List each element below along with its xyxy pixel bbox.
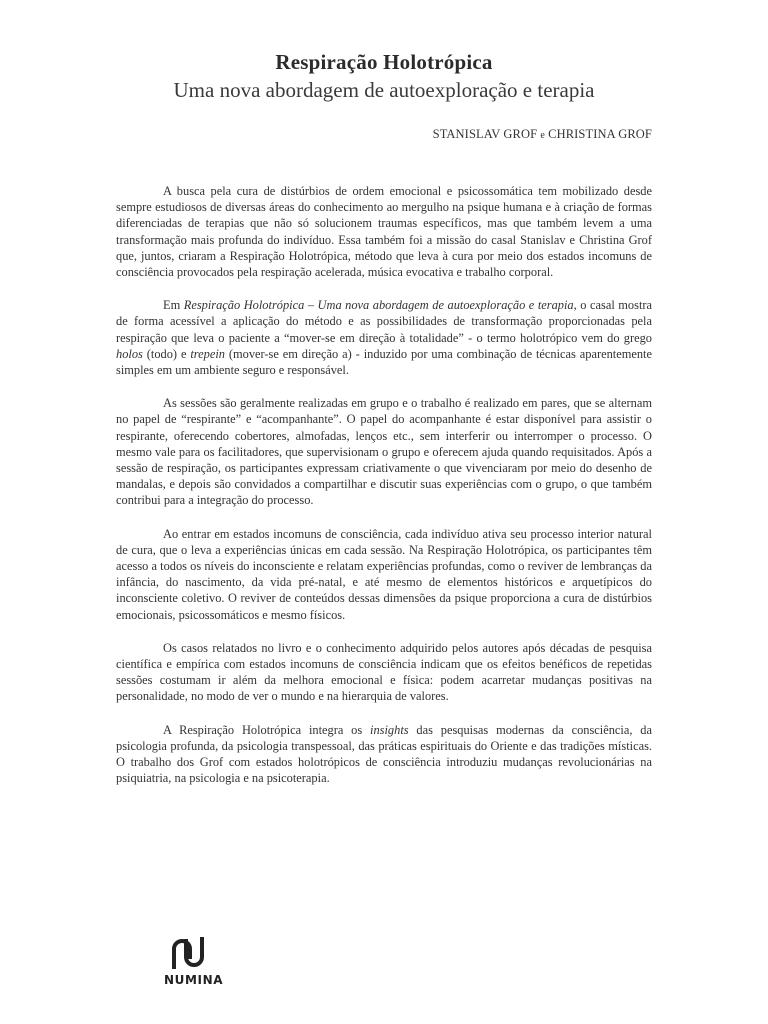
paragraph-2-part: (todo) e — [142, 346, 191, 361]
numina-logo-icon — [164, 935, 212, 971]
paragraph-6 — [116, 722, 652, 787]
paragraph-1: A busca pela cura de distúrbios de ordem emocional e psicossomática tem mobilizado desde sempre estudiosos de diversas áreas do conhecimento ao mergulho na psique humana e à criação de formas diferenciadas de terapias que não só solucionem traumas específicos, mas que também levem a uma transformação mais profunda do indivíduo. Essa também foi a missão do casal Stanislav e Christina Grof que, juntos, criaram a Respiração Holotrópica, método que leva à cura por meio dos estados incomuns de consciência provocados pela respiração acelerada, música evocativa e trabalho corporal. — [116, 184, 652, 280]
logo-text: NUMINA — [164, 973, 224, 987]
paragraph-6-part: das pesquisas modernas da consciência, da psicologia profunda, da psicologia transpessoal, das práticas espirituais do Oriente e das tradições místicas. O trabalho dos Grof com estados holotrópicos de consciência introduziu mudanças revolucionárias na psiquiatria, na psicologia e na psicoterapia. — [116, 722, 652, 786]
numina-logo — [164, 935, 224, 993]
author-stanislav: STANISLAV GROF — [432, 127, 538, 141]
term-trepein: trepein — [190, 346, 225, 361]
authors-line — [433, 127, 652, 142]
paragraph-4: Ao entrar em estados incomuns de consciência, cada indivíduo ativa seu processo interior natural de cura, que o leva a experiências únicas em cada sessão. Na Respiração Holotrópica, os participantes têm acesso a todos os níveis do inconsciente e relatam experiências profundas, como o reviver de lembranças da infância, do nascimento, da vida pré-natal, e até mesmo de elementos históricos e arquetípicos do inconsciente coletivo. O reviver de conteúdos dessas dimensões da psique proporciona a cura de distúrbios emocionais, psicossomáticos e mesmo físicos. — [116, 526, 652, 622]
document-title: Respiração Holotrópica — [275, 50, 493, 74]
paragraph-2-part: (mover-se em direção a) - induzido por uma combinação de técnicas aparentemente simples em um ambiente seguro e responsável. — [116, 346, 652, 378]
paragraph-2-part: , o casal mostra de forma acessível a aplicação do método e as possibilidades de transformação proporcionadas pela respiração que leva o paciente a “mover-se em direção à totalidade” - o termo holotrópico vem do grego — [116, 298, 653, 345]
author-conjunction: e — [540, 130, 545, 141]
paragraph-3: As sessões são geralmente realizadas em grupo e o trabalho é realizado em pares, que se alternam no papel de “respirante” e “acompanhante”. O papel do acompanhante é estar disponível para assistir o respirante, oferecendo cobertores, almofadas, lenços etc., sem interferir ou interromper o processo. O mesmo vale para os facilitadores, que supervisionam o grupo e oferecem ajuda quando requisitados. Após a sessão de respiração, os participantes expressam criativamente o que vivenciaram por meio do desenho de mandalas, e depois são convidados a compartilhar e discutir suas experiências com o grupo, o que também contribui para a integração do processo. — [116, 396, 652, 508]
paragraph-2 — [116, 297, 652, 378]
term-holos: holos — [116, 346, 143, 361]
paragraph-5: Os casos relatados no livro e o conhecimento adquirido pelos autores após décadas de pesquisa científica e empírica com estados incomuns de consciência indicam que os efeitos benéficos de repetidas sessões costumam ir além da melhora emocional e física: podem acarretar mudanças positivas na personalidade, no modo de ver o mundo e na hierarquia de valores. — [116, 640, 652, 704]
document-subtitle: Uma nova abordagem de autoexploração e terapia — [173, 78, 595, 102]
body-text — [116, 183, 652, 804]
book-title-italic: Respiração Holotrópica – Uma nova abordagem de autoexploração e terapia — [183, 298, 574, 313]
paragraph-6-part: A Respiração Holotrópica integra os — [163, 722, 371, 737]
author-christina: CHRISTINA GROF — [548, 127, 652, 141]
paragraph-2-part: Em — [163, 298, 184, 313]
term-insights: insights — [370, 722, 409, 737]
